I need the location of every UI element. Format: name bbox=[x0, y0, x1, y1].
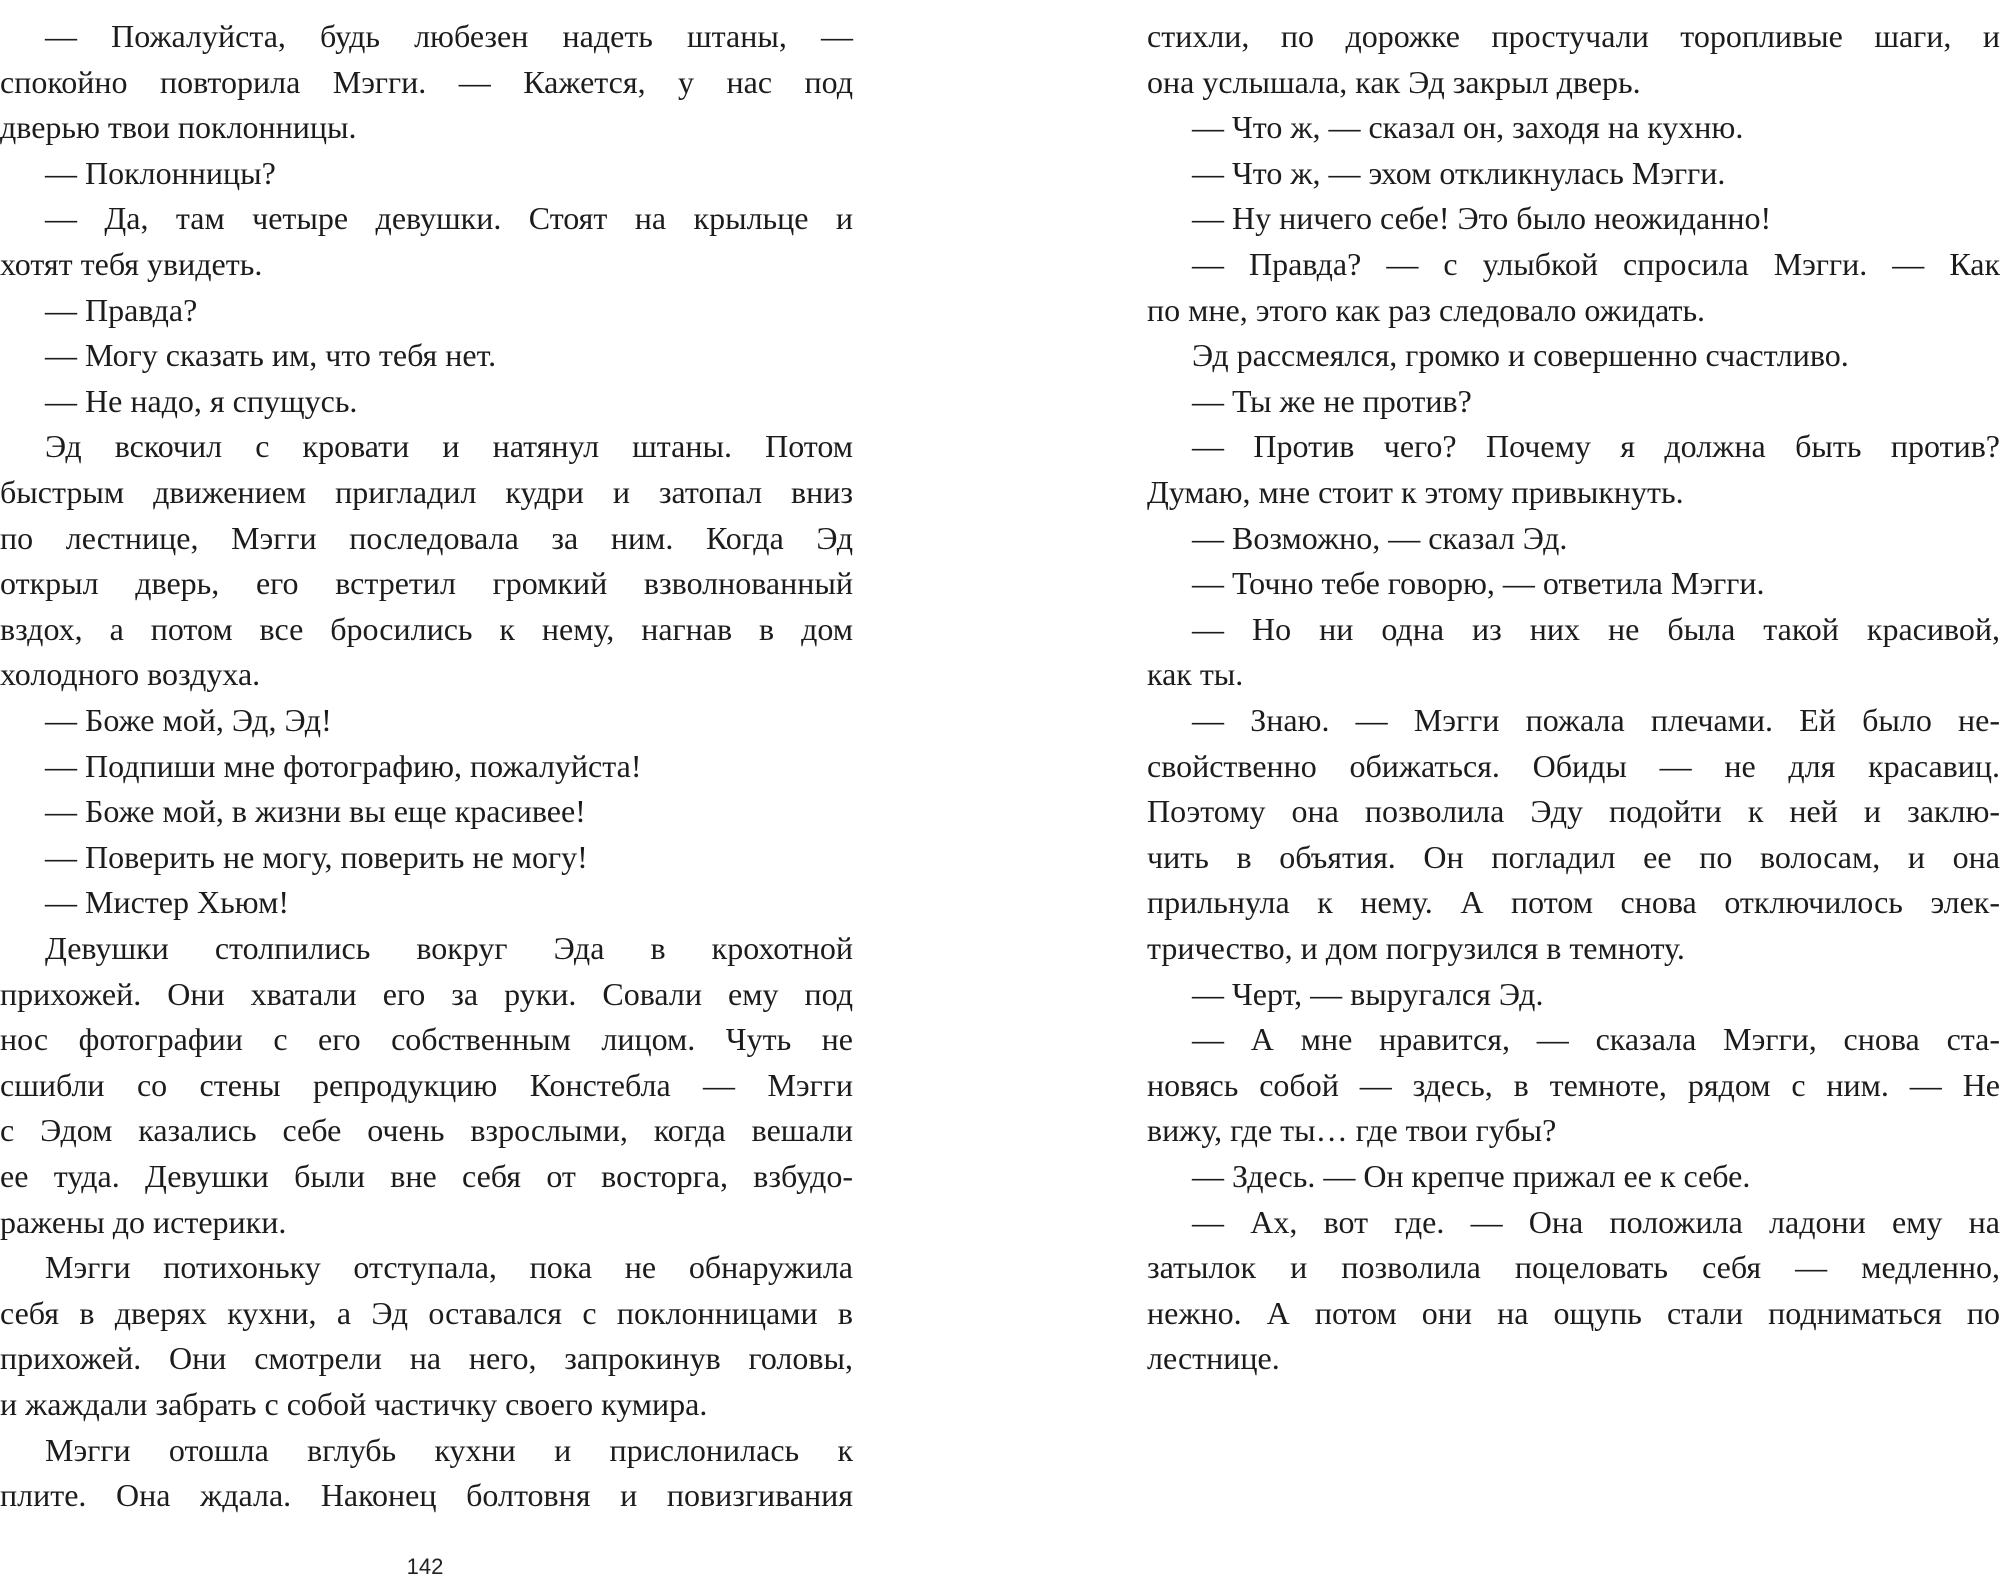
text-line: — Знаю. — Мэгги пожала плечами. Ей было не- bbox=[1192, 702, 2000, 738]
text-line: — Да, там четыре девушки. Стоят на крыльце и bbox=[45, 200, 853, 237]
text-line: Мэгги отошла вглубь кухни и прислонилась к bbox=[45, 1431, 853, 1468]
text-line: — Мистер Хьюм! bbox=[45, 884, 290, 921]
text-line: — Могу сказать им, что тебя нет. bbox=[45, 337, 497, 374]
text-line: новясь собой — здесь, в темноте, рядом с ним. — Не bbox=[1147, 1066, 2000, 1103]
text-line: тричество, и дом погрузился в темноту. bbox=[1147, 930, 1685, 966]
text-line: стихли, по дорожке простучали торопливые шаги, и bbox=[1147, 18, 2000, 54]
text-line: Девушки столпились вокруг Эда в крохотной bbox=[45, 930, 853, 966]
text-line: прихожей. Они смотрели на него, запрокинув головы, bbox=[0, 1340, 853, 1377]
text-line: ее туда. Девушки были вне себя от восторга, взбудо- bbox=[0, 1158, 853, 1194]
text-line: нежно. А потом они на ощупь стали подниматься по bbox=[1147, 1294, 2000, 1331]
text-line: — Поклонницы? bbox=[45, 154, 276, 191]
text-line: нос фотографии с его собственным лицом. Чуть не bbox=[0, 1021, 853, 1058]
text-line: холодного воздуха. bbox=[0, 656, 261, 693]
text-line: по лестнице, Мэгги последовала за ним. Когда Эд bbox=[0, 519, 853, 556]
text-line: быстрым движением пригладил кудри и затопал вниз bbox=[0, 474, 853, 510]
text-line: — Но ни одна из них не была такой красивой, bbox=[1192, 610, 2000, 647]
text-line: Поэтому она позволила Эду подойти к ней и заклю- bbox=[1147, 793, 2000, 830]
text-line: — Что ж, — эхом откликнулась Мэгги. bbox=[1192, 154, 1726, 191]
text-line: прильнула к нему. А потом снова отключилось элек- bbox=[1147, 884, 2000, 921]
text-line: она услышала, как Эд закрыл дверь. bbox=[1147, 63, 1641, 100]
text-line: открыл дверь, его встретил громкий взволнованный bbox=[0, 565, 853, 602]
text-line: — Боже мой, в жизни вы еще красивее! bbox=[45, 793, 586, 830]
text-line: с Эдом казались себе очень взрослыми, когда вешали bbox=[0, 1112, 853, 1149]
text-line: хотят тебя увидеть. bbox=[0, 246, 263, 282]
text-line: — Что ж, — сказал он, заходя на кухню. bbox=[1192, 109, 1744, 146]
text-line: прихожей. Они хватали его за руки. Совали ему под bbox=[0, 975, 853, 1012]
text-line: себя в дверях кухни, а Эд оставался с поклонницами в bbox=[0, 1294, 853, 1331]
text-line: Эд вскочил с кровати и натянул штаны. Потом bbox=[45, 428, 853, 465]
text-line: — Подпиши мне фотографию, пожалуйста! bbox=[45, 747, 642, 784]
text-line: вздох, а потом все бросились к нему, нагнав в дом bbox=[0, 610, 853, 647]
text-line: — Правда? bbox=[45, 291, 198, 328]
text-line: — Боже мой, Эд, Эд! bbox=[45, 702, 332, 738]
text-line: — Не надо, я спущусь. bbox=[45, 382, 358, 419]
text-line: — Возможно, — сказал Эд. bbox=[1192, 519, 1568, 556]
text-line: дверью твои поклонницы. bbox=[0, 109, 357, 146]
text-line: лестнице. bbox=[1147, 1340, 1280, 1377]
text-line: — Ну ничего себе! Это было неожиданно! bbox=[1192, 200, 1772, 237]
text-line: — А мне нравится, — сказала Мэгги, снова ста- bbox=[1192, 1021, 2000, 1058]
text-line: свойственно обижаться. Обиды — не для красавиц. bbox=[1147, 747, 2000, 784]
text-line: как ты. bbox=[1147, 656, 1244, 693]
text-line: — Точно тебе говорю, — ответила Мэгги. bbox=[1192, 565, 1765, 602]
text-line: Эд рассмеялся, громко и совершенно счастливо. bbox=[1192, 337, 1849, 374]
page-number: 142 bbox=[406, 1554, 444, 1579]
text-line: плите. Она ждала. Наконец болтовня и повизгивания bbox=[0, 1477, 853, 1514]
text-line: спокойно повторила Мэгги. — Кажется, у нас под bbox=[0, 63, 853, 100]
text-line: — Черт, — выругался Эд. bbox=[1192, 975, 1544, 1012]
text-line: чить в объятия. Он погладил ее по волосам, и она bbox=[1147, 838, 2000, 875]
text-line: сшибли со стены репродукцию Констебла — Мэгги bbox=[0, 1066, 853, 1103]
text-line: — Поверить не могу, поверить не могу! bbox=[45, 838, 588, 875]
text-line: и жаждали забрать с собой частичку своего кумира. bbox=[0, 1386, 708, 1422]
text-line: по мне, этого как раз следовало ожидать. bbox=[1147, 291, 1706, 328]
text-line: Мэгги потихоньку отступала, пока не обнаружила bbox=[45, 1249, 853, 1286]
text-line: вижу, где ты… где твои губы? bbox=[1147, 1112, 1557, 1149]
text-line: — Здесь. — Он крепче прижал ее к себе. bbox=[1192, 1158, 1751, 1194]
text-line: — Ты же не против? bbox=[1192, 382, 1472, 419]
text-line: — Пожалуйста, будь любезен надеть штаны, — bbox=[45, 18, 853, 54]
text-line: затылок и позволила поцеловать себя — медленно, bbox=[1147, 1249, 2000, 1286]
text-line: Думаю, мне стоит к этому привыкнуть. bbox=[1147, 474, 1684, 510]
text-line: — Против чего? Почему я должна быть против? bbox=[1192, 428, 2000, 465]
text-line: — Ах, вот где. — Она положила ладони ему на bbox=[1192, 1203, 2000, 1240]
text-line: ражены до истерики. bbox=[0, 1203, 287, 1240]
text-line: — Правда? — с улыбкой спросила Мэгги. — Как bbox=[1192, 246, 2000, 282]
